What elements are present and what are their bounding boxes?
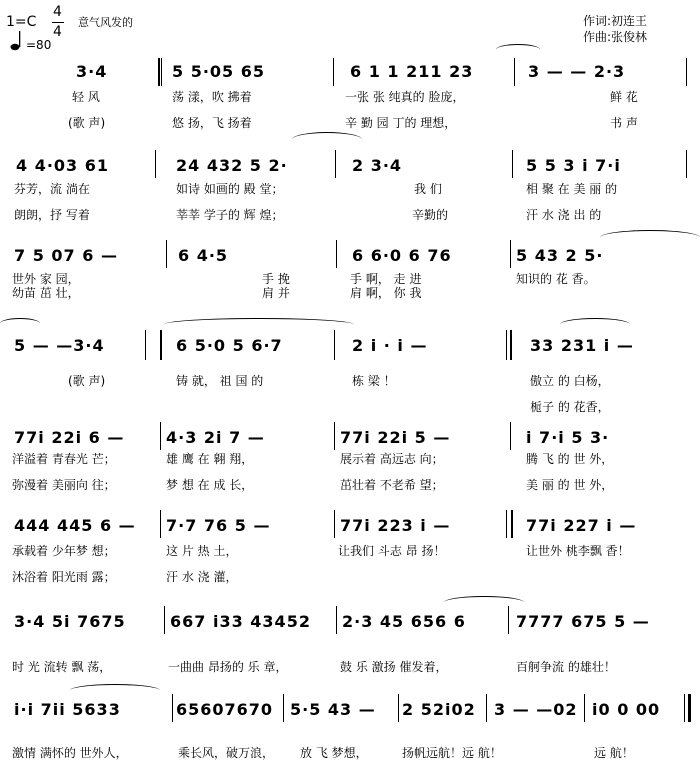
- measure-notes: i 7·i 5 3·: [526, 428, 610, 447]
- measure-notes: 5 5 3 i 7·i: [526, 156, 621, 175]
- lyric: 铸 就， 祖 国 的: [176, 374, 264, 388]
- final-barline-thick: [688, 694, 691, 722]
- lyric: 茁壮着 不老希 望；: [340, 478, 444, 492]
- lyric: 轻 风: [72, 90, 100, 104]
- measure-notes: 3 — —02: [494, 700, 578, 719]
- lyric: 朗朗，抒 写着: [14, 208, 90, 222]
- key-signature: 1=C: [6, 14, 37, 30]
- measure-notes: 4·3 2i 7 —: [166, 428, 265, 447]
- measure-notes: 77i 22i 6 —: [14, 428, 125, 447]
- repeat-start-barline: [158, 58, 160, 86]
- lyric: 承载着 少年梦 想；: [12, 544, 116, 558]
- barline: [145, 330, 146, 360]
- lyric: 让世外 桃李飘 香！: [526, 544, 630, 558]
- lyric: 荡 漾，吹 拂着: [172, 90, 252, 104]
- lyric: 幼苗 茁 壮，: [12, 286, 80, 300]
- lyric: 让我们 斗志 昂 扬！: [338, 544, 446, 558]
- barline: [512, 150, 513, 178]
- lyric: 肩 啊， 你 我: [350, 286, 422, 300]
- slur: [444, 596, 524, 609]
- slur: [600, 230, 700, 245]
- measure-notes: 6 4·5: [178, 246, 229, 265]
- measure-notes: 6 6·0 6 76: [352, 246, 452, 265]
- measure-notes: 5 — —3·4: [14, 336, 105, 355]
- slur: [496, 44, 540, 55]
- barline: [584, 694, 585, 722]
- lyric: 鲜 花: [610, 90, 638, 104]
- lyric: 世外 家 园，: [12, 272, 80, 286]
- lyric: 手 挽: [262, 272, 290, 286]
- lyricist-credit: 作词:初连王: [583, 14, 648, 28]
- lyric: 芬芳，流 淌在: [14, 182, 90, 196]
- measure-notes: 77i 22i 5 —: [340, 428, 451, 447]
- lyric: 栋 梁 ！: [352, 374, 396, 388]
- barline: [398, 694, 399, 722]
- lyric: 放 飞 梦想，: [300, 746, 368, 760]
- slur: [164, 318, 354, 331]
- measure-notes: 3 — — 2·3: [528, 62, 626, 81]
- barline: [160, 510, 161, 538]
- measure-notes: 77i 223 i —: [340, 516, 451, 535]
- lyric: 相 聚 在 美 丽 的: [526, 182, 618, 196]
- barline: [166, 240, 167, 268]
- measure-notes: 77i 227 i —: [526, 516, 637, 535]
- measure-notes: 5·5 43 —: [290, 700, 376, 719]
- lyric: 辛勤的: [412, 208, 449, 222]
- barline: [334, 422, 335, 450]
- barline: [486, 694, 487, 722]
- barline: [506, 330, 507, 360]
- lyric: 汗 水 浇 灌，: [166, 570, 238, 584]
- lyric: 沐浴着 阳光雨 露；: [12, 570, 116, 584]
- measure-notes: 3·4 5i 7675: [14, 612, 126, 631]
- barline: [334, 330, 335, 360]
- time-signature-bottom: 4: [53, 24, 62, 40]
- barline: [686, 58, 687, 86]
- lyric: 一曲曲 昂扬的 乐 章，: [168, 660, 288, 674]
- measure-notes: 4 4·03 61: [16, 156, 110, 175]
- lyric: 栀子 的 花香，: [530, 400, 610, 414]
- lyric: 手 啊， 走 进: [350, 272, 422, 286]
- slur: [292, 132, 362, 147]
- barline: [514, 58, 515, 86]
- composer-credit: 作曲:张俊林: [583, 30, 648, 44]
- lyric: 腾 飞 的 世 外，: [526, 452, 614, 466]
- lyric: 展示着 高远志 向；: [340, 452, 444, 466]
- lyric: 弥漫着 美丽向 往；: [12, 478, 116, 492]
- lyric: 傲立 的 白杨，: [530, 374, 610, 388]
- lyric: 洋溢着 青春光 芒；: [12, 452, 116, 466]
- measure-notes: 33 231 i —: [530, 336, 634, 355]
- barline: [283, 694, 284, 722]
- measure-notes: 6 1 1 211 23: [350, 62, 474, 81]
- barline: [155, 150, 156, 178]
- measure-notes: 5 43 2 5·: [516, 246, 604, 265]
- barline: [506, 510, 507, 538]
- lyric: 如诗 如画的 殿 堂；: [176, 182, 284, 196]
- lyric: 莘莘 学子的 辉 煌；: [176, 208, 284, 222]
- time-signature-top: 4: [53, 4, 62, 20]
- lyric: 一张 张 纯真的 脸庞，: [345, 90, 465, 104]
- lyric: 时 光 流转 飘 荡，: [12, 660, 112, 674]
- final-barline-thin: [684, 694, 685, 722]
- slur: [70, 684, 160, 697]
- measure-notes: 2 3·4: [352, 156, 403, 175]
- tempo-marking: =80: [26, 38, 52, 52]
- lyric: 梦 想 在 成 长，: [166, 478, 254, 492]
- lyric: 百舸争流 的雄壮！: [516, 660, 616, 674]
- lyric: 肩 并: [262, 286, 290, 300]
- barline: [333, 58, 334, 86]
- lyric: 激情 满怀的 世外人，: [12, 746, 128, 760]
- measure-notes: 65607670: [176, 700, 274, 719]
- lyric: 美 丽 的 世 外，: [526, 478, 614, 492]
- barline: [336, 240, 337, 268]
- measure-notes: 7·7 76 5 —: [166, 516, 271, 535]
- barline: [164, 606, 165, 634]
- measure-notes: 2 i · i —: [352, 336, 428, 355]
- repeat-end-barline: [160, 330, 162, 360]
- barline: [161, 58, 162, 86]
- barline: [510, 422, 511, 450]
- lyric: (歌 声): [68, 374, 106, 388]
- repeat-start-barline: [510, 330, 512, 360]
- lyric: 辛 勤 园 丁的 理想，: [345, 116, 457, 130]
- lyric: 汗 水 浇 出 的: [526, 208, 602, 222]
- measure-notes: 5 5·05 65: [172, 62, 266, 81]
- measure-notes: 7 5 07 6 —: [14, 246, 118, 265]
- slur: [0, 318, 40, 329]
- quarter-note-icon: [10, 30, 24, 56]
- lyric: 这 片 热 土，: [166, 544, 238, 558]
- barline: [336, 606, 337, 634]
- measure-notes: 444 445 6 —: [14, 516, 136, 535]
- measure-notes: 6 5·0 5 6·7: [176, 336, 283, 355]
- expression-marking: 意气风发的: [78, 16, 133, 29]
- lyric: 鼓 乐 激扬 催发着，: [340, 660, 448, 674]
- barline: [334, 510, 335, 538]
- measure-notes: 667 i33 43452: [170, 612, 311, 631]
- lyric: (歌 声): [68, 116, 106, 130]
- measure-notes: i·i 7ii 5633: [14, 700, 121, 719]
- lyric: 悠 扬，飞 扬着: [172, 116, 252, 130]
- slur: [560, 318, 630, 331]
- measure-notes: i0 0 00: [592, 700, 661, 719]
- measure-notes: 7777 675 5 —: [516, 612, 650, 631]
- lyric: 我 们: [414, 182, 442, 196]
- lyric: 乘长风，破万浪，: [178, 746, 275, 760]
- time-signature-divider: [52, 22, 64, 23]
- barline: [508, 606, 509, 634]
- measure-notes: 2·3 45 656 6: [342, 612, 466, 631]
- barline: [510, 240, 511, 268]
- lyric: 远 航！: [594, 746, 634, 760]
- repeat-start-barline: [511, 510, 513, 538]
- barline: [335, 150, 336, 178]
- lyric: 扬帆远航！远 航！: [402, 746, 502, 760]
- barline: [686, 150, 687, 178]
- measure-notes: 24 432 5 2·: [176, 156, 288, 175]
- barline: [160, 422, 161, 450]
- lyric: 知识的 花 香。: [516, 272, 596, 286]
- lyric: 书 声: [610, 116, 638, 130]
- barline: [172, 694, 173, 722]
- measure-notes: 3·4: [76, 62, 108, 81]
- lyric: 雄 鹰 在 翱 翔，: [166, 452, 254, 466]
- measure-notes: 2 52i02: [402, 700, 476, 719]
